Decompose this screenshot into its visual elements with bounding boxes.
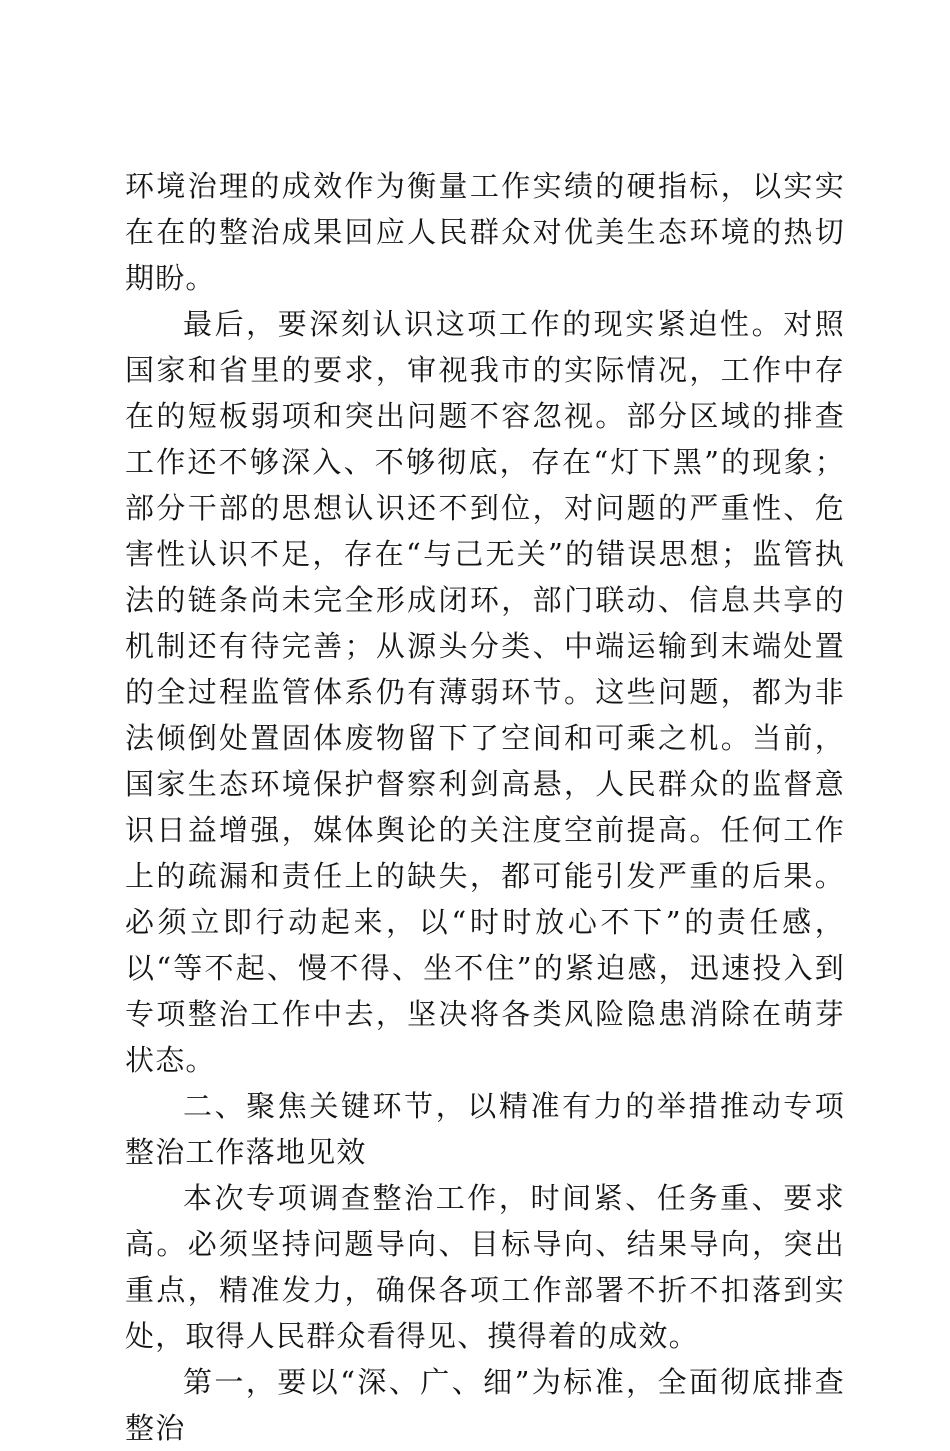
- paragraph-first-point: 第一，要以“深、广、细”为标准，全面彻底排查整治: [125, 1365, 845, 1445]
- paragraph-requirements: 本次专项调查整治工作，时间紧、任务重、要求高。必须坚持问题导向、目标导向、结果导向，突出重点，精准发力，确保各项工作部署不折不扣落到实处，取得人民群众看得见、摸得着的成效。: [125, 1181, 845, 1353]
- section-heading-two: 二、聚焦关键环节，以精准有力的举措推动专项整治工作落地见效: [125, 1089, 845, 1169]
- paragraph-urgency: 最后，要深刻认识这项工作的现实紧迫性。对照国家和省里的要求，审视我市的实际情况，工作中存在的短板弱项和突出问题不容忽视。部分区域的排查工作还不够深入、不够彻底，存在“灯下黑”的现象；部分干部的思想认识还不到位，对问题的严重性、危害性认识不足，存在“与己无关”的错误思想；监管执法的链条尚未完全形成闭环，部门联动、信息共享的机制还有待完善；从源头分类、中端运输到末端处置的全过程监管体系仍有薄弱环节。这些问题，都为非法倾倒处置固体废物留下了空间和可乘之机。当前，国家生态环境保护督察利剑高悬，人民群众的监督意识日益增强，媒体舆论的关注度空前提高。任何工作上的疏漏和责任上的缺失，都可能引发严重的后果。必须立即行动起来，以“时时放心不下”的责任感，以“等不起、慢不得、坐不住”的紧迫感，迅速投入到专项整治工作中去，坚决将各类风险隐患消除在萌芽状态。: [125, 307, 845, 1077]
- paragraph-continuation: 环境治理的成效作为衡量工作实绩的硬指标，以实实在在的整治成果回应人民群众对优美生态环境的热切期盼。: [125, 169, 845, 295]
- document-body: [125, 163, 845, 1451]
